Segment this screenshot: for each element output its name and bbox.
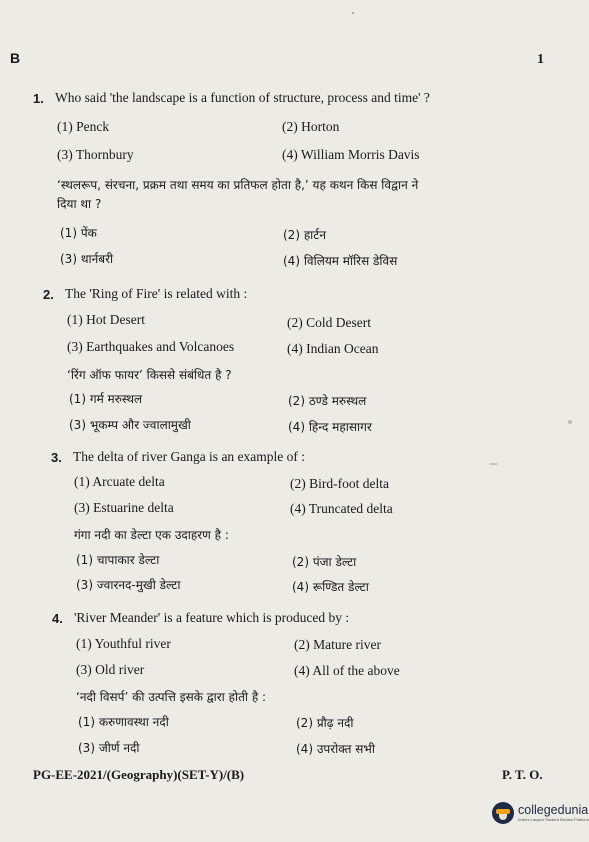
scan-speck — [489, 463, 498, 465]
question-1-number: 1. — [33, 91, 44, 106]
question-4-option-1: (1) Youthful river — [76, 636, 171, 651]
question-4-option-2: (2) Mature river — [294, 637, 381, 652]
question-3-hindi-option-2: (2) पंजा डेल्टा — [292, 555, 357, 569]
collegedunia-logo-icon — [492, 802, 514, 824]
question-3-option-4: (4) Truncated delta — [290, 501, 393, 516]
question-1-text: Who said 'the landscape is a function of structure, process and time' ? — [55, 90, 430, 105]
question-2-option-1: (1) Hot Desert — [67, 312, 145, 327]
question-1-hindi-option-2: (2) हार्टन — [283, 228, 327, 242]
question-4-option-4: (4) All of the above — [294, 663, 400, 678]
page-number: 1 — [537, 52, 544, 67]
question-4-number: 4. — [52, 611, 63, 626]
question-3-text: The delta of river Ganga is an example of : — [73, 449, 306, 464]
scan-speck — [568, 420, 572, 424]
question-4-hindi-text: ‘नदी विसर्प’ की उत्पत्ति इसके द्वारा होती है : — [76, 690, 267, 704]
question-4-hindi-option-4: (4) उपरोक्त सभी — [296, 742, 375, 756]
question-2-number: 2. — [43, 287, 54, 302]
question-2-text: The 'Ring of Fire' is related with : — [65, 286, 248, 301]
paper-code: PG-EE-2021/(Geography)(SET-Y)/(B) — [33, 767, 245, 782]
question-3-hindi-option-4: (4) रूण्डित डेल्टा — [292, 580, 369, 594]
question-3-hindi-option-1: (1) चापाकार डेल्टा — [76, 553, 160, 567]
question-2-option-4: (4) Indian Ocean — [287, 341, 379, 356]
watermark-brand-name: collegedunia — [518, 802, 589, 817]
question-2-hindi-option-3: (3) भूकम्प और ज्वालामुखी — [69, 418, 191, 432]
question-1-hindi-option-4: (4) विलियम मॉरिस डेविस — [283, 254, 398, 268]
question-2-option-3: (3) Earthquakes and Volcanoes — [67, 339, 235, 354]
question-3-hindi-text: गंगा नदी का डेल्टा एक उदाहरण है : — [74, 528, 229, 542]
question-3-option-3: (3) Estuarine delta — [74, 500, 174, 515]
question-2-hindi-option-2: (2) ठण्डे मरुस्थल — [288, 394, 367, 408]
question-1-option-3: (3) Thornbury — [57, 147, 134, 162]
collegedunia-watermark — [492, 802, 589, 824]
pto-label: P. T. O. — [502, 767, 543, 782]
question-3-hindi-option-3: (3) ज्वारनद-मुखी डेल्टा — [76, 578, 181, 592]
question-4-option-3: (3) Old river — [76, 662, 145, 677]
question-1-hindi-option-1: (1) पेंक — [60, 226, 97, 240]
question-2-option-2: (2) Cold Desert — [287, 315, 371, 330]
question-4-hindi-option-2: (2) प्रौढ़ नदी — [296, 716, 354, 730]
question-1-hindi-option-3: (3) थार्नबरी — [60, 252, 114, 266]
question-2-hindi-option-4: (4) हिन्द महासागर — [288, 420, 372, 434]
question-4-hindi-option-1: (1) करुणावस्था नदी — [78, 715, 169, 729]
question-2-hindi-text: ‘रिंग ऑफ फायर’ किससे संबंधित है ? — [67, 368, 232, 382]
scan-speck — [352, 12, 354, 14]
question-3-number: 3. — [51, 450, 62, 465]
watermark-tagline: India's Largest Student Review Platform — [518, 817, 589, 823]
series-label: B — [10, 50, 21, 66]
question-1-hindi-text-line2: दिया था ? — [57, 197, 102, 211]
question-1-hindi-text-line1: ‘स्थलरूप, संरचना, प्रक्रम तथा समय का प्रतिफल होता है,’ यह कथन किस विद्वान ने — [57, 178, 419, 192]
question-1-option-2: (2) Horton — [282, 119, 340, 134]
question-2-hindi-option-1: (1) गर्म मरुस्थल — [69, 392, 143, 406]
question-3-option-2: (2) Bird-foot delta — [290, 476, 389, 491]
question-1-option-1: (1) Penck — [57, 119, 110, 134]
question-1-option-4: (4) William Morris Davis — [282, 147, 420, 162]
question-4-text: 'River Meander' is a feature which is produced by : — [74, 610, 350, 625]
question-3-option-1: (1) Arcuate delta — [74, 474, 165, 489]
question-4-hindi-option-3: (3) जीर्ण नदी — [78, 741, 140, 755]
